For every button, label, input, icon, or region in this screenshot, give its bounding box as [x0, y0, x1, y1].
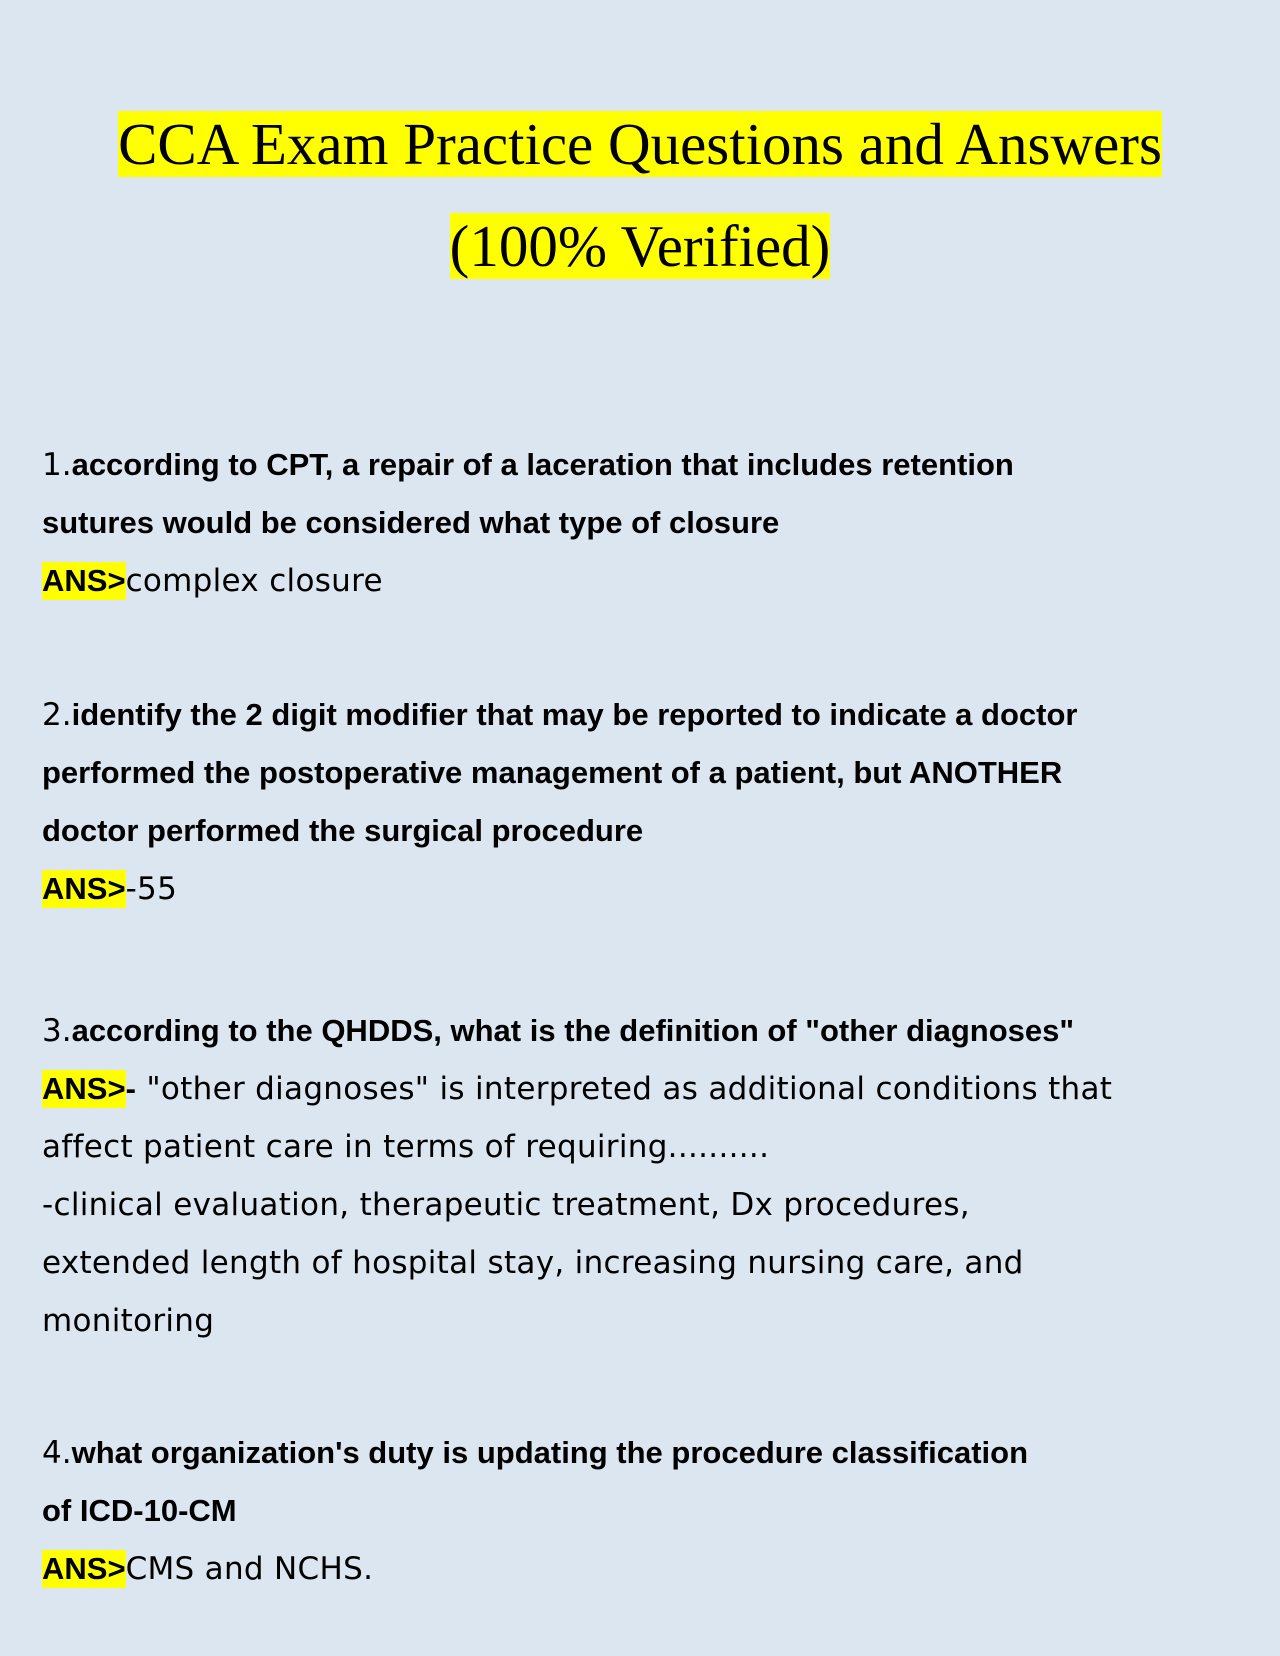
answer-prefix: ANS> [42, 563, 126, 598]
document-title-line-1 [0, 110, 1280, 179]
answer-line [42, 860, 1242, 918]
answer-text: "other diagnoses" is interpreted as additional conditions that [136, 1071, 1113, 1107]
answer-line [42, 1540, 1242, 1598]
question-text-line: sutures would be considered what type of closure [42, 505, 780, 540]
title-highlight: (100% Verified) [449, 213, 831, 279]
question-number: 4. [42, 1435, 72, 1471]
question-number: 2. [42, 697, 72, 733]
question-block-4 [42, 1424, 1242, 1598]
answer-text-line: monitoring [42, 1303, 215, 1339]
answer-prefix: ANS> [42, 1071, 126, 1106]
question-block-3 [42, 1002, 1242, 1350]
question-text-line [42, 1424, 1242, 1482]
answer-dash: - [125, 1071, 137, 1106]
answer-text: -55 [125, 871, 178, 907]
answer-line [42, 1060, 1242, 1118]
question-text-line: performed the postoperative management of a patient, but ANOTHER [42, 755, 1063, 790]
question-text: identify the 2 digit modifier that may be reported to indicate a doctor [71, 697, 1078, 732]
question-text: what organization's duty is updating the procedure classification [71, 1435, 1029, 1470]
question-text-line: of ICD-10-CM [42, 1493, 237, 1528]
title-highlight: CCA Exam Practice Questions and Answers [118, 111, 1162, 177]
question-number: 1. [42, 447, 72, 483]
question-block-1 [42, 436, 1242, 610]
answer-text-line: -clinical evaluation, therapeutic treatment, Dx procedures, [42, 1187, 970, 1223]
answer-prefix: ANS> [42, 1551, 126, 1586]
question-text-line: doctor performed the surgical procedure [42, 813, 644, 848]
answer-text-line: affect patient care in terms of requiring.......... [42, 1129, 770, 1165]
question-block-2 [42, 686, 1242, 918]
answer-text-line: extended length of hospital stay, increasing nursing care, and [42, 1245, 1024, 1281]
document-title-line-2 [0, 212, 1280, 281]
answer-text: CMS and NCHS. [125, 1551, 374, 1587]
question-number: 3. [42, 1013, 72, 1049]
question-text-line [42, 1002, 1242, 1060]
answer-prefix: ANS> [42, 871, 126, 906]
question-text: according to the QHDDS, what is the definition of "other diagnoses" [71, 1013, 1075, 1048]
answer-line [42, 552, 1242, 610]
question-text: according to CPT, a repair of a laceration that includes retention [71, 447, 1014, 482]
question-text-line [42, 436, 1242, 494]
answer-text: complex closure [125, 563, 383, 599]
question-text-line [42, 686, 1242, 744]
